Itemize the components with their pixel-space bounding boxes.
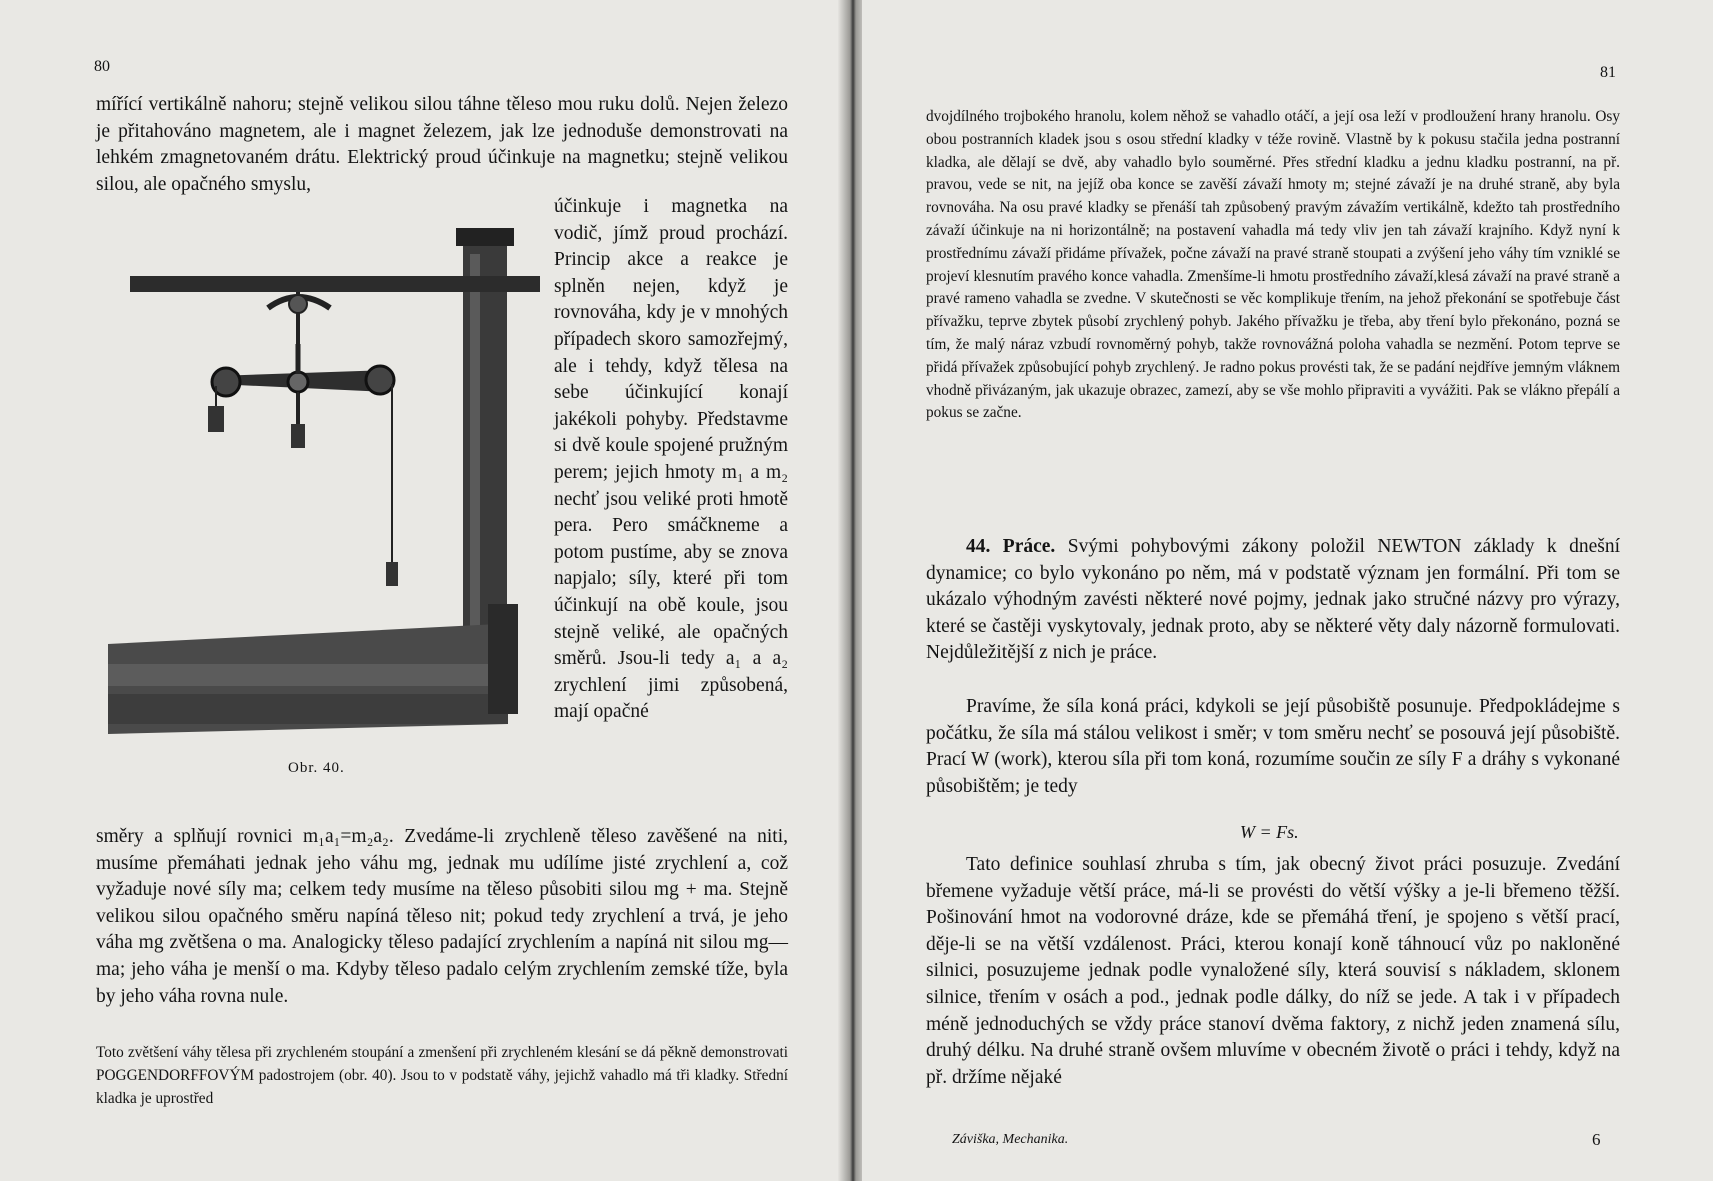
- left-top-paragraph: mířící vertikálně nahoru; stejně velikou silou táhne těleso mou ruku dolů. Nejen železo je přitahováno magnetem, ale i magnet železem, jak lze jednoduše demonstrovati na lehkém zmagnetovaném drátu. Elektrický proud účinkuje na magnetku; stejně velikou silou, ale opačného smyslu,: [96, 94, 788, 195]
- section-text: Svými pohybovými zákony položil NEWTON základy k dnešní dynamice; co bylo vykonáno po něm, má v podstatě význam jen formální. Při tom se ukázalo výhodným zavésti některé nové pojmy, jednak jako stručné názvy pro výrazy, které se častěji vyskytovaly, jednak proto, aby se některé věty daly názorně formulovati. Nejdůležitější z nich je práce.: [926, 536, 1620, 664]
- left-side-column: účinkuje i magnetka na vodič, jímž proud prochází. Princip akce a reakce je splněn nejen, když je rovnováha, kdy je v mnohých případech skoro samozřejmý, ale i tehdy, když tělesa na sebe účinkující konají jakékoli pohyby. Představme si dvě koule spojené pružným perem; jejich hmoty m₁ a m₂ nechť jsou veliké proti hmotě pera. Pero smáčkneme a potom pustíme, aby se znova napjalo; síly, které při tom účinkují na obě koule, jsou stejně veliké, ale opačných směrů. Jsou-li tedy a₁ a a₂ zrychlení jimi způsobená, mají opačné: [554, 196, 788, 723]
- figure-caption: Obr. 40.: [288, 760, 345, 776]
- work-definition-paragraph: Pravíme, že síla koná práci, kdykoli se její působiště posunuje. Předpokládejme s počátku, že síla má stálou velikost i směr; v tom směru nechť se posouvá její působiště. Prací W (work), kterou síla při tom koná, rozumíme součin ze síly F a dráhy s vykonané působištěm; je tedy: [926, 696, 1620, 797]
- footer-title: Záviška, Mechanika.: [952, 1132, 1069, 1147]
- section-heading: 44. Práce.: [966, 536, 1056, 557]
- left-page: [0, 0, 852, 1181]
- right-bottom-paragraph: Tato definice souhlasí zhruba s tím, jak obecný život práci posuzuje. Zvedání břemene vyžaduje větší práce, má-li se provésti do větší výšky a je-li břemeno těžší. Pošinování hmot na vodorovné dráze, kde se přemáhá tření, je spojeno s větší prací, děje-li se na větší vzdálenost. Práci, kterou konají koně táhnoucí vůz po nakloněné silnici, posuzujeme jednak podle vynaložené síly, která souvisí s nákladem, sklonem silnice, třením v osách a pod., jednak podle dálky, do níž se jede. A tak i v případech méně jednoduchých se vždy práce stanoví dvěma faktory, z nichž jeden znamená sílu, druhý délku. Na druhé straně ovšem mluvíme v obecném životě o práci i tehdy, když na př. držíme nějaké: [926, 854, 1620, 1088]
- page-number-right: 81: [1600, 64, 1616, 81]
- section-44-paragraph: [926, 534, 1620, 696]
- footer-sheet-number: 6: [1592, 1130, 1601, 1149]
- right-small-print: dvojdílného trojbokého hranolu, kolem něhož se vahadlo otáčí, a její osa leží v prodloužení hrany hranolu. Osy obou postranních kladek jsou s osou střední kladky v téže rovině. Vlastně by k pokusu stačila jedna postranní kladka, ale dělají se dvě, aby vahadlo bylo souměrné. Přes střední kladku a jednu kladku postranní, na př. pravou, vede se nit, na jejíž oba konce se zavěší závaží hmoty m; stejné závaží je na druhé straně, aby byla rovnováha. Na osu pravé kladky se přenáší tah způsobený pravým závažím vertikálně, kdežto tah prostředního závaží účinkuje na ni horizontálně; na postavení vahadla má tedy vliv jen tah závaží krajního. Když nyní k prostřednímu závaží přidáme přívažek, počne závaží na pravé straně stoupati a zvýšení jeho váhy tím vzniklé se projeví klesnutím pravého konce vahadla. Zmenšíme-li hmotu prostředního závaží,klesá závaží na pravé straně a pravé rameno vahadla se zvedne. V skutečnosti se věc komplikuje třením, na jehož překonání se spotřebuje část přívažku, teprve zbytek působí zrychlený pohyb. Jakého přívažku je třeba, aby tření bylo překonáno, pozná se tím, že malý náraz vzbudí rovnoměrný pohyb, takže rovnovážná poloha vahadla se nezmění. Potom teprve se přidá přívažek způsobující pohyb zrychlený. Je radno pokus provésti tak, že se padání nejdříve jemným vláknem vhodně přivázaným, jak ukazuje obrazec, zamezí, aby se vše mohlo připraviti a vyvážiti. Pak se vlákno přepálí a pokus se začne.: [926, 108, 1620, 422]
- left-small-print: Toto zvětšení váhy tělesa při zrychleném stoupání a zmenšení při zrychleném klesání se dá pěkně demonstrovati POGGENDORFFOVÝM padostrojem (obr. 40). Jsou to v podstatě váhy, jejichž vahadlo má tři kladky. Střední kladka je uprostřed: [96, 1044, 788, 1107]
- work-equation: W = Fs.: [1240, 822, 1299, 842]
- right-page: [862, 0, 1713, 1181]
- left-bottom-paragraph: směry a splňují rovnici m₁a₁=m₂a₂. Zvedáme-li zrychleně těleso zavěšené na niti, musíme přemáhati jednak jeho váhu mg, jednak mu udílíme jisté zrychlení a, což vyžaduje nové síly ma; celkem tedy musíme na těleso působiti silou mg + ma. Stejně velikou silou opačného směru napíná těleso nit; pokud tedy zrychlení a trvá, je jeho váha mg zvětšena o ma. Analogicky těleso padající zrychlením a napíná nit silou mg—ma; jeho váha je menší o ma. Kdyby těleso padalo celým zrychlením zemské tíže, byla by jeho váha rovna nule.: [96, 826, 788, 1007]
- poggendorff-apparatus-figure: [108, 224, 540, 734]
- page-number-left: 80: [94, 58, 110, 75]
